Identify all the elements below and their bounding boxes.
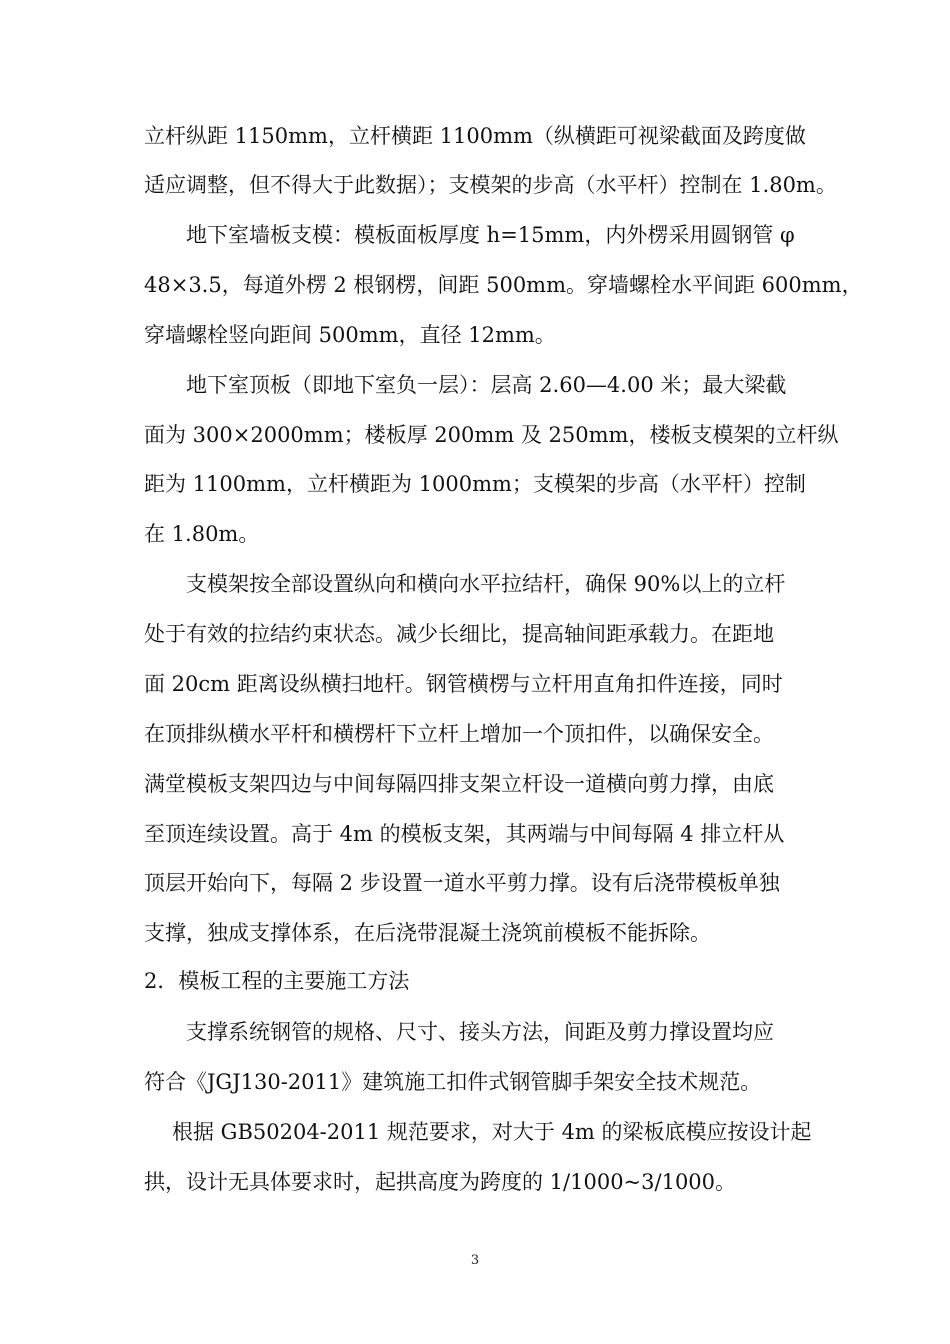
text-line: 在 1.80m。 — [144, 522, 260, 546]
text-line: 支撑系统钢管的规格、尺寸、接头方法，间距及剪力撑设置均应 — [186, 1020, 774, 1044]
text-line: 地下室顶板（即地下室负一层）：层高 2.60—4.00 米；最大梁截 — [186, 373, 787, 397]
text-line: 符合《JGJ130-2011》建筑施工扣件式钢管脚手架安全技术规范。 — [144, 1070, 762, 1094]
text-line: 支撑，独成支撑体系，在后浇带混凝土浇筑前模板不能拆除。 — [144, 921, 711, 945]
text-line: 立杆纵距 1150mm，立杆横距 1100mm（纵横距可视梁截面及跨度做 — [144, 124, 806, 148]
text-line: 根据 GB50204-2011 规范要求，对大于 4m 的梁板底模应按设计起 — [172, 1120, 812, 1144]
text-line: 适应调整，但不得大于此数据）；支模架的步高（水平杆）控制在 1.80m。 — [144, 173, 837, 197]
page-number: 3 — [470, 1253, 480, 1268]
section-heading: 2．模板工程的主要施工方法 — [144, 969, 410, 993]
text-line: 面为 300×2000mm；楼板厚 200mm 及 250mm，楼板支模架的立杆纵 — [144, 423, 839, 447]
text-line: 至顶连续设置。高于 4m 的模板支架，其两端与中间每隔 4 排立杆从 — [144, 822, 785, 846]
text-line: 处于有效的拉结约束状态。减少长细比，提高轴间距承载力。在距地 — [144, 622, 774, 646]
text-line: 地下室墙板支模：模板面板厚度 h=15mm，内外楞采用圆钢管 φ — [186, 223, 795, 247]
text-line: 穿墙螺栓竖向距间 500mm，直径 12mm。 — [144, 323, 556, 347]
text-line: 距为 1100mm，立杆横距为 1000mm；支模架的步高（水平杆）控制 — [144, 472, 806, 496]
text-line: 48×3.5，每道外楞 2 根钢楞，间距 500mm。穿墙螺栓水平间距 600mm， — [144, 273, 863, 297]
text-line: 拱，设计无具体要求时，起拱高度为跨度的 1/1000~3/1000。 — [144, 1170, 737, 1194]
text-line: 支模架按全部设置纵向和横向水平拉结杆，确保 90%以上的立杆 — [186, 572, 786, 596]
text-line: 满堂模板支架四边与中间每隔四排支架立杆设一道横向剪力撑，由底 — [144, 772, 774, 796]
text-line: 面 20cm 距离设纵横扫地杆。钢管横楞与立杆用直角扣件连接，同时 — [144, 672, 783, 696]
text-line: 顶层开始向下，每隔 2 步设置一道水平剪力撑。设有后浇带模板单独 — [144, 871, 780, 895]
text-line: 在顶排纵横水平杆和横楞杆下立杆上增加一个顶扣件，以确保安全。 — [144, 722, 774, 746]
